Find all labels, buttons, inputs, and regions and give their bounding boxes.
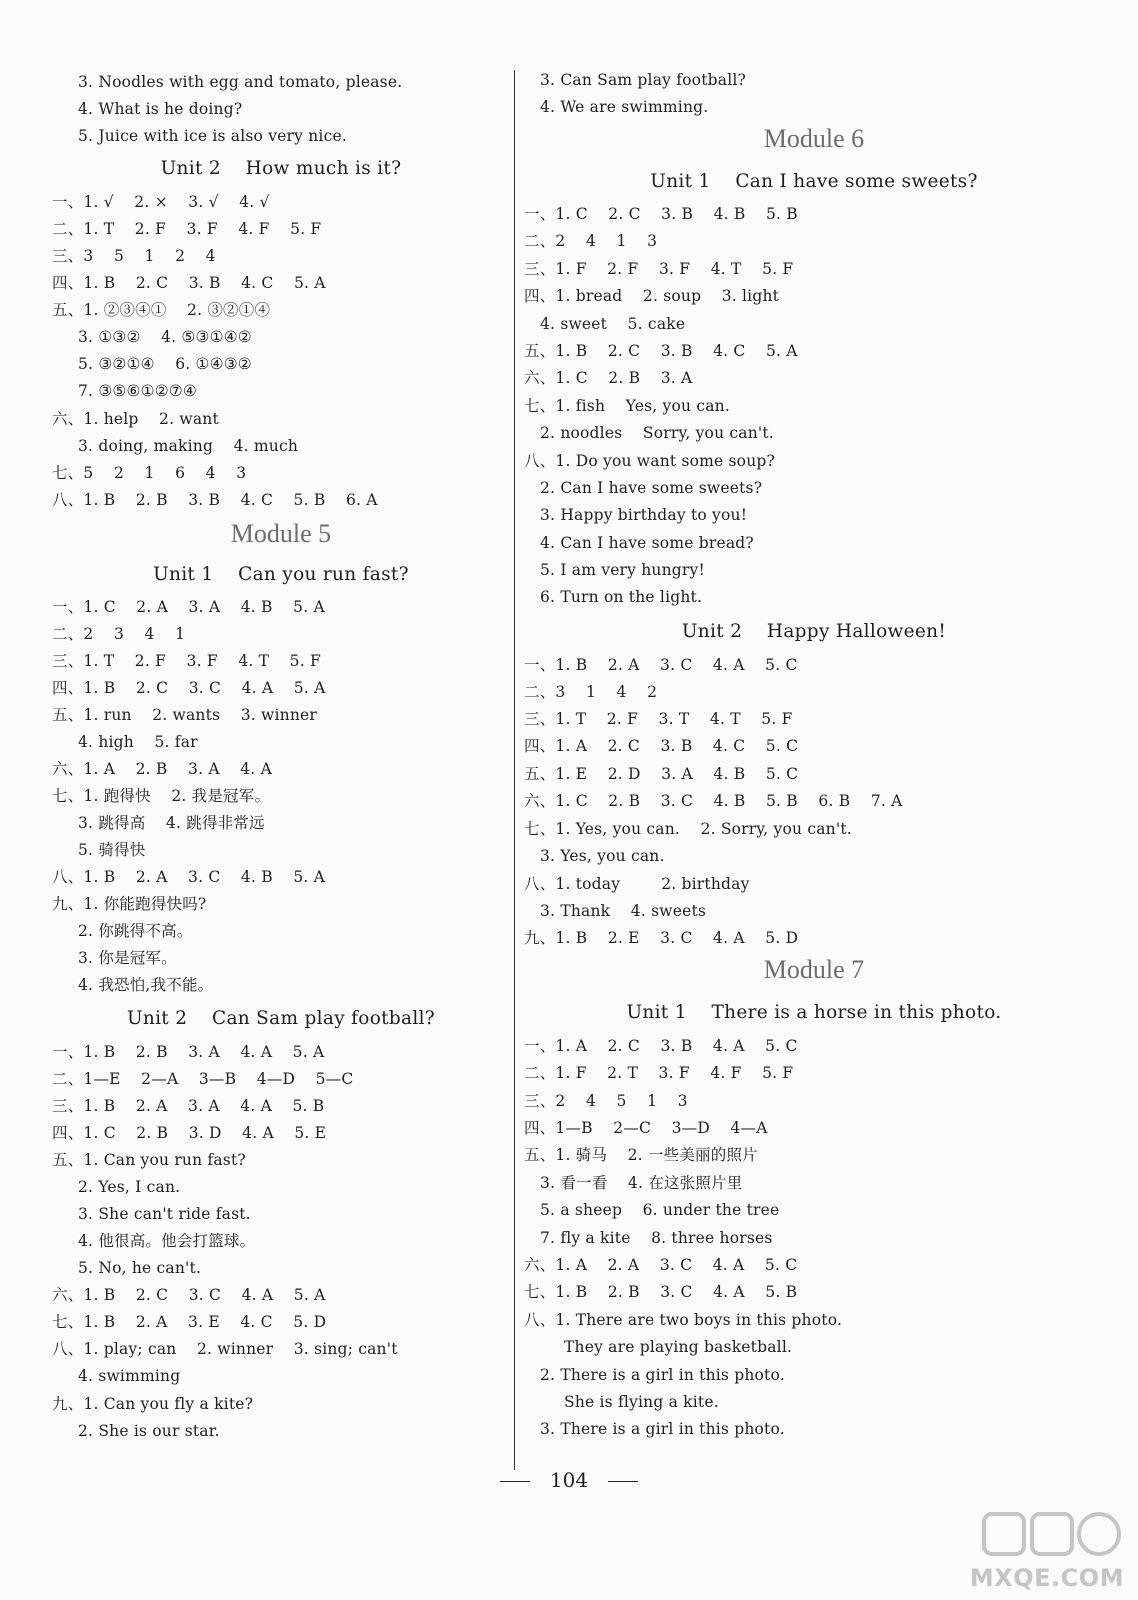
unit-heading: Unit 1 Can I have some sweets? — [650, 171, 978, 192]
answer-line: 5. Juice with ice is also very nice. — [78, 127, 347, 145]
answer-line: 五、1. run 2. wants 3. winner — [52, 706, 317, 724]
answer-line: 3. ①③② 4. ⑤③①④② — [78, 328, 252, 346]
module-title: Module 7 — [763, 955, 865, 984]
answer-line: 4. swimming — [78, 1367, 181, 1385]
answer-line: 四、1. B 2. C 3. B 4. C 5. A — [52, 274, 326, 292]
module-title: Module 6 — [763, 124, 865, 153]
answer-line: 二、1. F 2. T 3. F 4. F 5. F — [524, 1064, 794, 1082]
unit-heading: Unit 1 There is a horse in this photo. — [626, 1002, 1002, 1023]
answer-line: 5. ③②①④ 6. ①④③② — [78, 355, 252, 373]
watermark-text: MXQE.COM — [969, 1564, 1124, 1592]
answer-line: 三、3 5 1 2 4 — [52, 247, 216, 265]
unit-heading: Unit 2 Can Sam play football? — [126, 1008, 436, 1029]
answer-line: 3. Noodles with egg and tomato, please. — [78, 73, 403, 91]
answer-line: 三、1. B 2. A 3. A 4. A 5. B — [52, 1097, 325, 1115]
answer-line: 六、1. B 2. C 3. C 4. A 5. A — [52, 1286, 326, 1304]
answer-line: 5. 骑得快 — [78, 841, 146, 859]
answer-line: She is flying a kite. — [564, 1393, 719, 1411]
answer-line: 五、1. B 2. C 3. B 4. C 5. A — [524, 342, 798, 360]
answer-line: 一、1. B 2. A 3. C 4. A 5. C — [524, 656, 798, 674]
answer-line: 二、1—E 2—A 3—B 4—D 5—C — [52, 1070, 354, 1088]
answer-line: 五、1. Can you run fast? — [52, 1151, 246, 1169]
answer-line: 4. We are swimming. — [540, 98, 709, 116]
answer-line: 4. 他很高。他会打篮球。 — [78, 1232, 256, 1250]
answer-line: 一、1. √ 2. × 3. √ 4. √ — [52, 193, 270, 211]
answer-line: 2. There is a girl in this photo. — [540, 1366, 785, 1384]
module-title: Module 5 — [230, 519, 332, 548]
answer-line: 五、1. E 2. D 3. A 4. B 5. C — [524, 765, 799, 783]
answer-line: 一、1. C 2. C 3. B 4. B 5. B — [524, 205, 798, 223]
answer-line: 二、2 4 1 3 — [524, 232, 658, 250]
watermark-logo-icon — [974, 1506, 1124, 1566]
answer-line: 4. high 5. far — [78, 733, 198, 751]
answer-line: 三、1. T 2. F 3. F 4. T 5. F — [52, 652, 321, 670]
answer-line: 3. There is a girl in this photo. — [540, 1420, 785, 1438]
page-number-text: 104 — [549, 1468, 589, 1492]
answer-line: 2. noodles Sorry, you can't. — [540, 424, 774, 442]
answer-line: 八、1. today 2. birthday — [524, 875, 750, 893]
answer-line: 2. She is our star. — [78, 1422, 220, 1440]
answer-line: 三、2 4 5 1 3 — [524, 1092, 688, 1110]
answer-line: 3. Yes, you can. — [540, 847, 665, 865]
unit-heading: Unit 2 Happy Halloween! — [681, 621, 947, 642]
answer-line: 九、1. B 2. E 3. C 4. A 5. D — [524, 929, 799, 947]
answer-line: 3. Happy birthday to you! — [540, 506, 748, 524]
answer-line: 四、1—B 2—C 3—D 4—A — [524, 1119, 768, 1137]
answer-line: 七、1. Yes, you can. 2. Sorry, you can't. — [524, 820, 852, 838]
answer-line: 八、1. B 2. A 3. C 4. B 5. A — [52, 868, 326, 886]
answer-line: 4. What is he doing? — [78, 100, 243, 118]
answer-line: 四、1. A 2. C 3. B 4. C 5. C — [524, 737, 799, 755]
answer-line: 八、1. There are two boys in this photo. — [524, 1311, 843, 1329]
answer-line: 6. Turn on the light. — [540, 588, 703, 606]
answer-line: 六、1. C 2. B 3. C 4. B 5. B 6. B 7. A — [524, 792, 903, 810]
answer-line: 三、1. T 2. F 3. T 4. T 5. F — [524, 710, 793, 728]
answer-line: 九、1. Can you fly a kite? — [52, 1395, 254, 1413]
answer-line: 八、1. Do you want some soup? — [524, 452, 776, 470]
answer-line: 七、1. fish Yes, you can. — [524, 397, 730, 415]
answer-line: 7. fly a kite 8. three horses — [540, 1229, 773, 1247]
answer-line: 三、1. F 2. F 3. F 4. T 5. F — [524, 260, 794, 278]
answer-line: 九、1. 你能跑得快吗? — [52, 895, 207, 913]
answer-line: 2. Can I have some sweets? — [540, 479, 763, 497]
answer-line: 八、1. play; can 2. winner 3. sing; can't — [52, 1340, 398, 1358]
answer-line: 4. sweet 5. cake — [540, 315, 686, 333]
answer-line: 六、1. A 2. B 3. A 4. A — [52, 760, 272, 778]
answer-line: 5. a sheep 6. under the tree — [540, 1201, 780, 1219]
answer-line: 六、1. help 2. want — [52, 410, 219, 428]
answer-line: 五、1. 骑马 2. 一些美丽的照片 — [524, 1146, 758, 1164]
column-divider — [514, 70, 515, 1470]
answer-line: 七、1. B 2. A 3. E 4. C 5. D — [52, 1313, 327, 1331]
answer-line: 3. She can't ride fast. — [78, 1205, 251, 1223]
answer-line: 四、1. C 2. B 3. D 4. A 5. E — [52, 1124, 327, 1142]
answer-line: 5. I am very hungry! — [540, 561, 705, 579]
answer-line: 3. 看一看 4. 在这张照片里 — [540, 1174, 743, 1192]
answer-line: 4. Can I have some bread? — [540, 534, 754, 552]
watermark-logo — [969, 1506, 1124, 1592]
answer-line: 3. doing, making 4. much — [78, 437, 299, 455]
answer-line: They are playing basketball. — [564, 1338, 793, 1356]
answer-line: 六、1. C 2. B 3. A — [524, 369, 693, 387]
answer-line: 一、1. B 2. B 3. A 4. A 5. A — [52, 1043, 325, 1061]
answer-line: 5. No, he can't. — [78, 1259, 202, 1277]
page-number-dash-left — [500, 1481, 530, 1482]
answer-line: 二、3 1 4 2 — [524, 683, 658, 701]
answer-line: 七、5 2 1 6 4 3 — [52, 464, 247, 482]
answer-line: 一、1. C 2. A 3. A 4. B 5. A — [52, 598, 325, 616]
answer-line: 7. ③⑤⑥①②⑦④ — [78, 382, 197, 400]
answer-line: 四、1. B 2. C 3. C 4. A 5. A — [52, 679, 326, 697]
answer-line: 3. 跳得高 4. 跳得非常远 — [78, 814, 265, 832]
unit-heading: Unit 2 How much is it? — [160, 158, 402, 179]
answer-line: 八、1. B 2. B 3. B 4. C 5. B 6. A — [52, 491, 378, 509]
answer-line: 3. 你是冠军。 — [78, 949, 177, 967]
answer-line: 2. 你跳得不高。 — [78, 922, 193, 940]
unit-heading: Unit 1 Can you run fast? — [153, 564, 409, 585]
answer-line: 七、1. 跑得快 2. 我是冠军。 — [52, 787, 271, 805]
answer-line: 3. Can Sam play football? — [540, 71, 747, 89]
answer-line: 2. Yes, I can. — [78, 1178, 181, 1196]
answer-line: 五、1. ②③④① 2. ③②①④ — [52, 301, 271, 319]
answer-line: 4. 我恐怕,我不能。 — [78, 976, 214, 994]
answer-line: 一、1. A 2. C 3. B 4. A 5. C — [524, 1037, 798, 1055]
answer-line: 七、1. B 2. B 3. C 4. A 5. B — [524, 1283, 798, 1301]
answer-line: 四、1. bread 2. soup 3. light — [524, 287, 780, 305]
answer-line: 二、1. T 2. F 3. F 4. F 5. F — [52, 220, 322, 238]
answer-line: 3. Thank 4. sweets — [540, 902, 707, 920]
page-number-dash-right — [608, 1481, 638, 1482]
answer-line: 二、2 3 4 1 — [52, 625, 186, 643]
page-number — [0, 1467, 1138, 1493]
answer-line: 六、1. A 2. A 3. C 4. A 5. C — [524, 1256, 798, 1274]
